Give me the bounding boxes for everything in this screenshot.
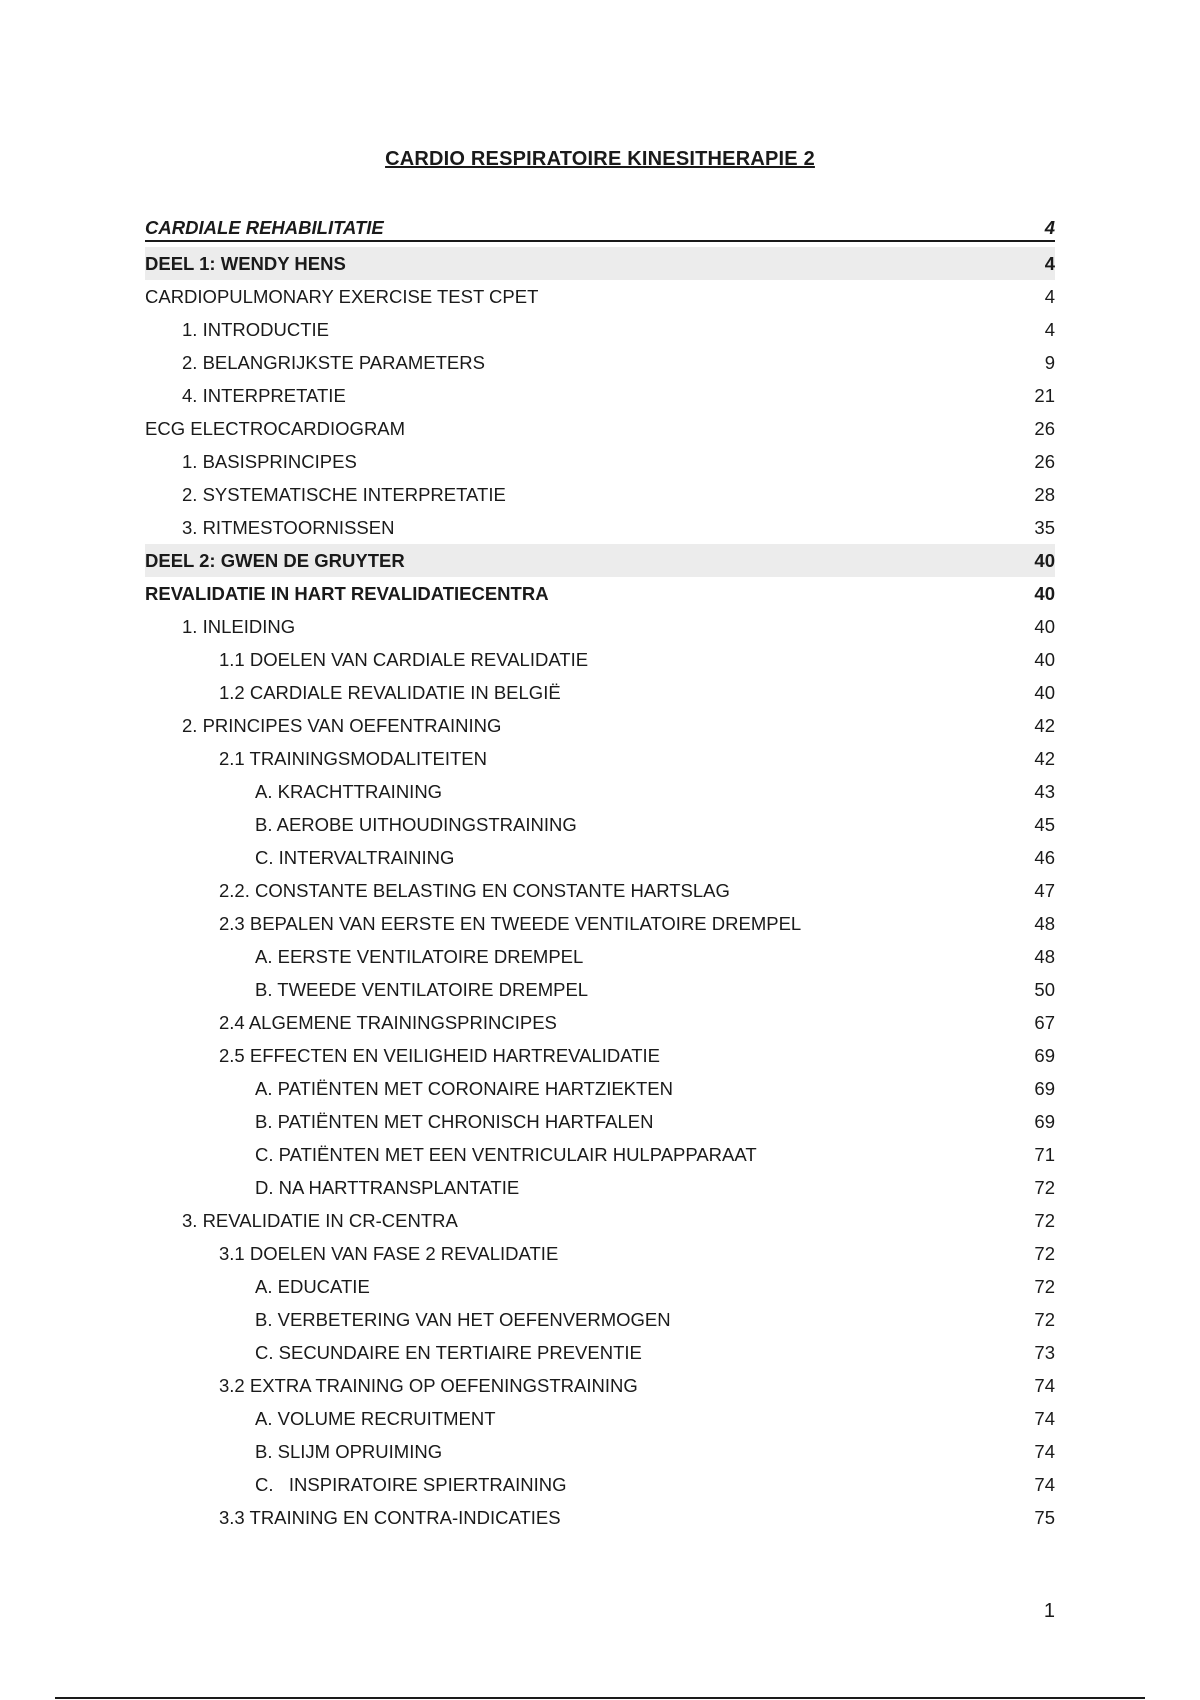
- toc-entry-page: 9: [1044, 351, 1055, 373]
- toc-entry-page: 73: [1034, 1341, 1055, 1363]
- toc-entry[interactable]: [145, 709, 1055, 742]
- toc-entry-page: 40: [1034, 582, 1055, 604]
- toc-entry-page: 26: [1034, 417, 1055, 439]
- toc-entry-label: 3. REVALIDATIE IN CR-CENTRA: [182, 1209, 458, 1231]
- toc-entry-page: 47: [1034, 879, 1055, 901]
- toc-entry-ecg[interactable]: [145, 412, 1055, 445]
- toc-entry-label: 1.1 DOELEN VAN CARDIALE REVALIDATIE: [219, 648, 589, 670]
- toc-entry-label: A. EDUCATIE: [255, 1275, 370, 1297]
- toc-entry-label: 1.2 CARDIALE REVALIDATIE IN BELGIË: [219, 681, 561, 703]
- toc-entry-label: 1. INTRODUCTIE: [182, 318, 329, 340]
- toc-entry[interactable]: [145, 1369, 1055, 1402]
- toc-entry-deel-2[interactable]: [145, 544, 1055, 577]
- toc-entry-label: DEEL 2: GWEN DE GRUYTER: [145, 549, 405, 571]
- toc-entry[interactable]: [145, 742, 1055, 775]
- toc-entry-cardiale-rehabilitatie[interactable]: [145, 216, 1055, 242]
- toc-entry[interactable]: [145, 1138, 1055, 1171]
- toc-entry-page: 42: [1034, 747, 1055, 769]
- toc-entry-page: 69: [1034, 1044, 1055, 1066]
- toc-entry-cpet[interactable]: [145, 280, 1055, 313]
- toc-entry-page: 72: [1034, 1209, 1055, 1231]
- toc-entry-page: 74: [1034, 1407, 1055, 1429]
- toc-entry[interactable]: [145, 1171, 1055, 1204]
- toc-entry-label: CARDIOPULMONARY EXERCISE TEST CPET: [145, 285, 539, 307]
- toc-entry-page: 74: [1034, 1374, 1055, 1396]
- toc-entry-label: 3.3 TRAINING EN CONTRA-INDICATIES: [219, 1506, 561, 1528]
- toc-entry-label: 2.4 ALGEMENE TRAININGSPRINCIPES: [219, 1011, 557, 1033]
- toc-entry[interactable]: [145, 1501, 1055, 1534]
- toc-entry-deel-1[interactable]: [145, 247, 1055, 280]
- toc-entry-page: 72: [1034, 1308, 1055, 1330]
- toc-entry[interactable]: [145, 973, 1055, 1006]
- toc-entry-page: 45: [1034, 813, 1055, 835]
- toc-entry-label: 3.1 DOELEN VAN FASE 2 REVALIDATIE: [219, 1242, 559, 1264]
- toc-entry-label: C. PATIËNTEN MET EEN VENTRICULAIR HULPAPPARAAT: [255, 1143, 757, 1165]
- toc-entry-page: 50: [1034, 978, 1055, 1000]
- toc-entry-label: A. PATIËNTEN MET CORONAIRE HARTZIEKTEN: [255, 1077, 674, 1099]
- toc-entry[interactable]: [145, 313, 1055, 346]
- toc-entry-page: 40: [1034, 615, 1055, 637]
- toc-entry-label: B. TWEEDE VENTILATOIRE DREMPEL: [255, 978, 589, 1000]
- toc-entry[interactable]: [145, 1072, 1055, 1105]
- toc-entry[interactable]: [145, 643, 1055, 676]
- toc-entry-page: 67: [1034, 1011, 1055, 1033]
- toc-entry-label: B. SLIJM OPRUIMING: [255, 1440, 443, 1462]
- toc-entry[interactable]: [145, 346, 1055, 379]
- toc-entry[interactable]: [145, 1303, 1055, 1336]
- toc-entry-page: 42: [1034, 714, 1055, 736]
- toc-entry-label: 2.3 BEPALEN VAN EERSTE EN TWEEDE VENTILATOIRE DREMPEL: [219, 912, 802, 934]
- toc-entry-label: A. VOLUME RECRUITMENT: [255, 1407, 496, 1429]
- toc-entry[interactable]: [145, 1039, 1055, 1072]
- toc-entry-label: DEEL 1: WENDY HENS: [145, 252, 346, 274]
- toc-entry[interactable]: [145, 1402, 1055, 1435]
- toc-entry[interactable]: [145, 775, 1055, 808]
- toc-entry-label: REVALIDATIE IN HART REVALIDATIECENTRA: [145, 582, 549, 604]
- toc-entry[interactable]: [145, 478, 1055, 511]
- toc-entry-page: 71: [1034, 1143, 1055, 1165]
- toc-entry-label: B. PATIËNTEN MET CHRONISCH HARTFALEN: [255, 1110, 654, 1132]
- toc-entry[interactable]: [145, 907, 1055, 940]
- toc-entry-revalidatie[interactable]: [145, 577, 1055, 610]
- toc-entry-label: 2. SYSTEMATISCHE INTERPRETATIE: [182, 483, 506, 505]
- toc-entry[interactable]: [145, 841, 1055, 874]
- toc-entry-page: 4: [1044, 217, 1055, 238]
- toc-entry-label: D. NA HARTTRANSPLANTATIE: [255, 1176, 520, 1198]
- toc-entry-page: 40: [1034, 681, 1055, 703]
- toc-entry-label: 2.5 EFFECTEN EN VEILIGHEID HARTREVALIDATIE: [219, 1044, 661, 1066]
- toc-entry-label: 3. RITMESTOORNISSEN: [182, 516, 395, 538]
- toc-entry-page: 21: [1034, 384, 1055, 406]
- document-title: CARDIO RESPIRATOIRE KINESITHERAPIE 2: [385, 148, 815, 170]
- toc-entry-page: 4: [1044, 318, 1055, 340]
- toc-entry-page: 43: [1034, 780, 1055, 802]
- toc-entry-label: B. VERBETERING VAN HET OEFENVERMOGEN: [255, 1308, 671, 1330]
- toc-entry-page: 74: [1034, 1473, 1055, 1495]
- toc-entry-page: 4: [1044, 285, 1055, 307]
- toc-entry-label: 2. BELANGRIJKSTE PARAMETERS: [182, 351, 485, 373]
- toc-entry-page: 48: [1034, 912, 1055, 934]
- toc-entry[interactable]: [145, 1006, 1055, 1039]
- toc-entry[interactable]: [145, 940, 1055, 973]
- toc-entry-page: 72: [1034, 1275, 1055, 1297]
- toc-entry-label: CARDIALE REHABILITATIE: [145, 217, 384, 238]
- toc-entry[interactable]: [145, 1435, 1055, 1468]
- toc-entry-label: C. SECUNDAIRE EN TERTIAIRE PREVENTIE: [255, 1341, 642, 1363]
- toc-entry[interactable]: [145, 610, 1055, 643]
- toc-entry-page: 72: [1034, 1176, 1055, 1198]
- toc-entry-label: 2.1 TRAININGSMODALITEITEN: [219, 747, 487, 769]
- toc-entry-page: 69: [1034, 1110, 1055, 1132]
- toc-entry-label: A. EERSTE VENTILATOIRE DREMPEL: [255, 945, 584, 967]
- toc-entry-page: 28: [1034, 483, 1055, 505]
- table-of-contents: [145, 216, 1055, 1534]
- toc-entry[interactable]: [145, 379, 1055, 412]
- toc-entry-label: ECG ELECTROCARDIOGRAM: [145, 417, 406, 439]
- toc-entry[interactable]: [145, 808, 1055, 841]
- toc-entry-page: 4: [1044, 252, 1055, 274]
- toc-entry-page: 26: [1034, 450, 1055, 472]
- toc-entry[interactable]: [145, 1468, 1055, 1501]
- toc-entry[interactable]: [145, 676, 1055, 709]
- toc-entry[interactable]: [145, 1105, 1055, 1138]
- toc-entry-label: 3.2 EXTRA TRAINING OP OEFENINGSTRAINING: [219, 1374, 638, 1396]
- toc-entry-label: 4. INTERPRETATIE: [182, 384, 346, 406]
- toc-entry-page: 40: [1034, 648, 1055, 670]
- footer-divider: [55, 1697, 1145, 1699]
- toc-entry-page: 69: [1034, 1077, 1055, 1099]
- toc-entry[interactable]: [145, 1270, 1055, 1303]
- toc-entry-label: 1. BASISPRINCIPES: [182, 450, 357, 472]
- toc-entry-page: 48: [1034, 945, 1055, 967]
- toc-entry-label: 2. PRINCIPES VAN OEFENTRAINING: [182, 714, 502, 736]
- toc-entry-page: 75: [1034, 1506, 1055, 1528]
- toc-entry[interactable]: [145, 1237, 1055, 1270]
- toc-entry[interactable]: [145, 511, 1055, 544]
- toc-entry-label: A. KRACHTTRAINING: [255, 780, 443, 802]
- toc-entry-label: C. INSPIRATOIRE SPIERTRAINING: [255, 1473, 567, 1495]
- page-number: 1: [1043, 1600, 1055, 1622]
- toc-entry-label: C. INTERVALTRAINING: [255, 846, 455, 868]
- toc-entry[interactable]: [145, 874, 1055, 907]
- toc-entry-label: 2.2. CONSTANTE BELASTING EN CONSTANTE HARTSLAG: [219, 879, 730, 901]
- toc-entry-label: B. AEROBE UITHOUDINGSTRAINING: [255, 813, 577, 835]
- toc-entry[interactable]: [145, 445, 1055, 478]
- toc-entry-page: 72: [1034, 1242, 1055, 1264]
- toc-entry-label: 1. INLEIDING: [182, 615, 296, 637]
- toc-entry[interactable]: [145, 1336, 1055, 1369]
- toc-entry-page: 35: [1034, 516, 1055, 538]
- toc-entry-page: 46: [1034, 846, 1055, 868]
- toc-entry-page: 74: [1034, 1440, 1055, 1462]
- toc-entry[interactable]: [145, 1204, 1055, 1237]
- toc-entry-page: 40: [1034, 549, 1055, 571]
